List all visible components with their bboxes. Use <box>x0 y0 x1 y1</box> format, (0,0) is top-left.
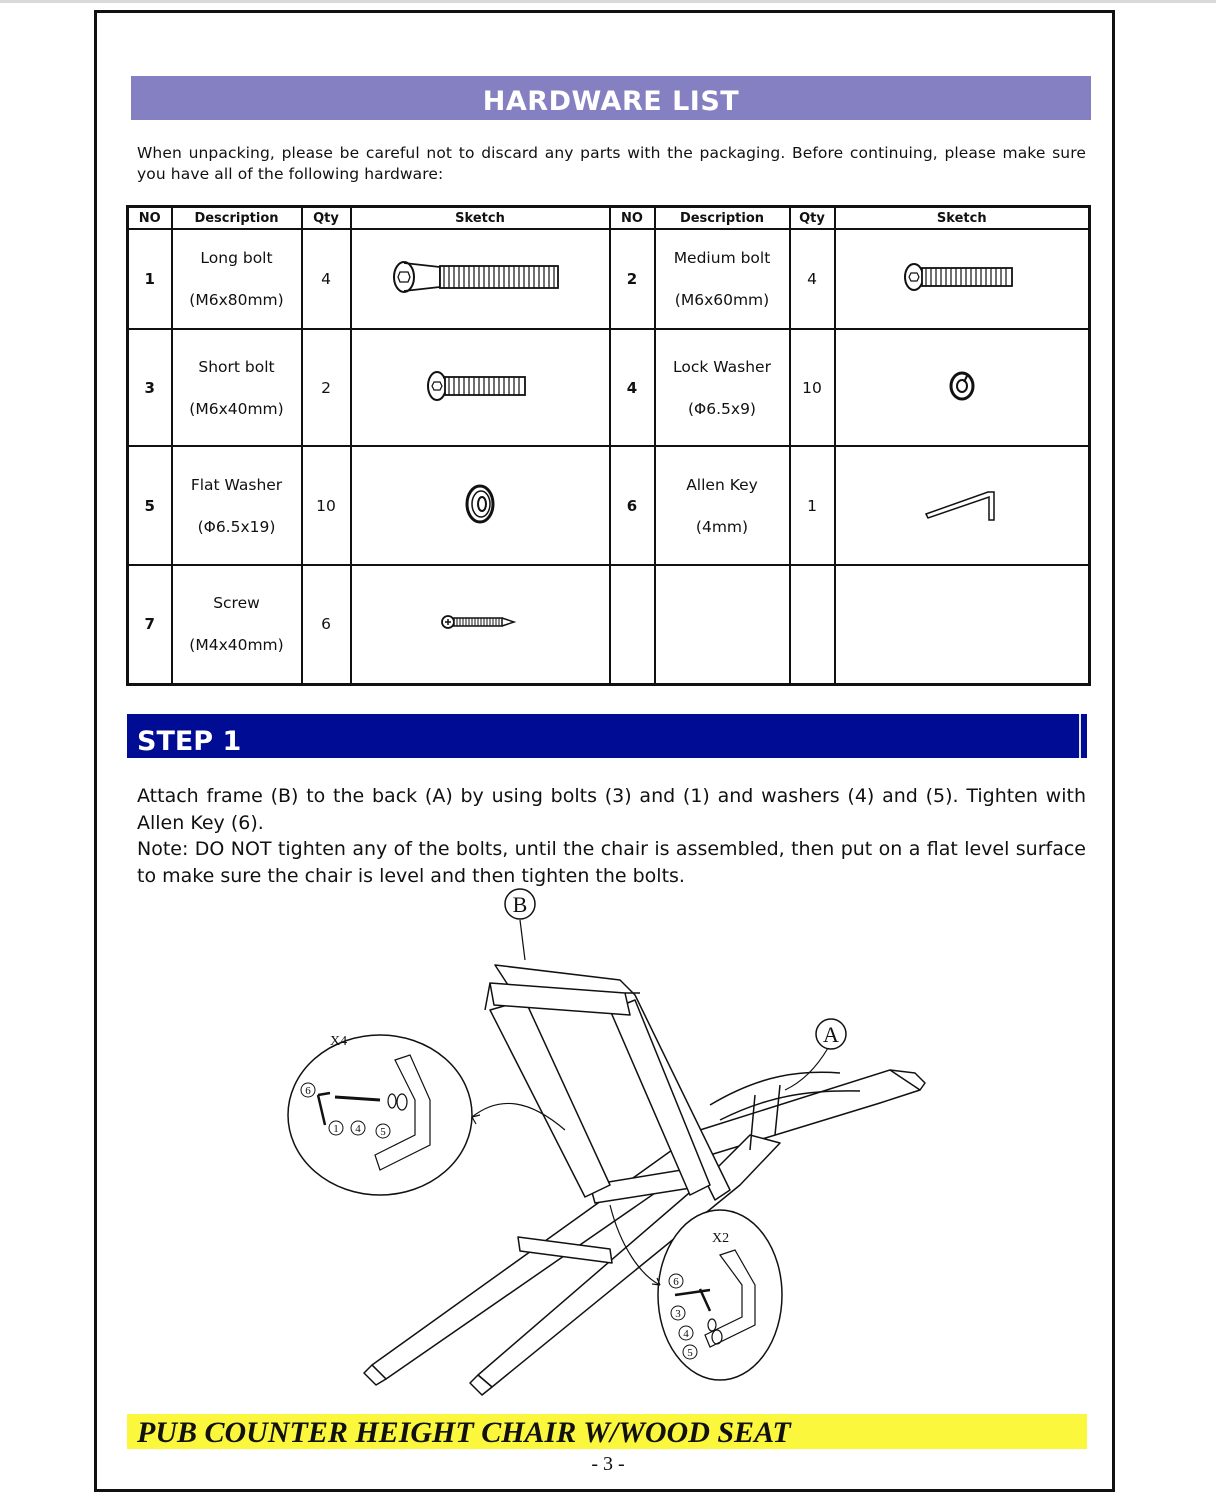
item-sketch <box>351 565 610 684</box>
empty-cell <box>835 565 1090 684</box>
item-number: 3 <box>128 329 172 446</box>
header-no: NO <box>128 207 172 230</box>
page-number: - 3 - <box>591 1453 625 1475</box>
hardware-list-title: HARDWARE LIST <box>131 76 1091 120</box>
table-row <box>128 446 1090 565</box>
item-name: Flat Washer <box>190 475 283 494</box>
item-qty: 2 <box>302 329 351 446</box>
part-4-label: 4 <box>683 1328 689 1340</box>
hardware-table-header <box>128 207 1090 230</box>
step-title-banner <box>127 714 1087 758</box>
item-name: Short bolt <box>198 357 275 376</box>
item-name: Screw <box>213 594 260 613</box>
item-sketch <box>835 329 1090 446</box>
part-4-label: 4 <box>355 1123 361 1135</box>
item-spec: (4mm) <box>695 517 749 536</box>
item-name: Allen Key <box>686 475 758 494</box>
table-row <box>128 565 1090 684</box>
header-description: Description <box>172 207 302 230</box>
part-5-label: 5 <box>687 1347 693 1359</box>
item-spec: (M6x80mm) <box>189 291 284 309</box>
item-description <box>172 329 302 446</box>
header-qty: Qty <box>790 207 835 230</box>
banner-edge <box>1079 714 1081 758</box>
long-bolt-icon <box>390 257 570 297</box>
item-spec: (M6x40mm) <box>189 399 284 418</box>
table-row <box>128 229 1090 329</box>
detail-right-count: X2 <box>712 1231 730 1246</box>
product-title: PUB COUNTER HEIGHT CHAIR W/WOOD SEAT <box>127 1414 1087 1449</box>
item-qty: 10 <box>302 446 351 565</box>
part-5-label: 5 <box>380 1126 386 1138</box>
item-description <box>655 446 790 565</box>
hardware-intro-text: When unpacking, please be careful not to discard any parts with the packaging. Before continuing, please make sure you have all of the following hardware: <box>137 144 1086 183</box>
item-number: 2 <box>610 229 655 329</box>
lock-washer-icon <box>944 368 980 404</box>
item-sketch <box>351 329 610 446</box>
item-number: 7 <box>128 565 172 684</box>
detail-circle-left <box>288 1035 472 1195</box>
header-qty: Qty <box>302 207 351 230</box>
header-no: NO <box>610 207 655 230</box>
header-sketch: Sketch <box>835 207 1090 230</box>
detail-left-count: X4 <box>330 1034 348 1049</box>
item-name: Medium bolt <box>673 249 771 267</box>
item-number: 5 <box>128 446 172 565</box>
short-bolt-icon <box>425 366 535 406</box>
item-sketch <box>351 446 610 565</box>
item-sketch <box>835 446 1090 565</box>
leader-a <box>785 1048 828 1090</box>
item-description <box>172 229 302 329</box>
empty-cell <box>790 565 835 684</box>
label-a: A <box>823 1022 839 1047</box>
label-b: B <box>512 892 528 917</box>
item-description <box>172 565 302 684</box>
item-spec: (M4x40mm) <box>189 636 284 655</box>
item-name: Lock Washer <box>673 357 771 376</box>
header-description: Description <box>655 207 790 230</box>
step-title: STEP 1 <box>137 726 242 757</box>
item-description <box>655 229 790 329</box>
hardware-table <box>126 205 1091 686</box>
item-description <box>172 446 302 565</box>
item-name: Long bolt <box>200 249 273 267</box>
medium-bolt-icon <box>902 259 1022 295</box>
top-edge-line <box>0 0 1216 3</box>
empty-cell <box>655 565 790 684</box>
allen-key-icon <box>922 484 1002 524</box>
item-number: 6 <box>610 446 655 565</box>
item-description <box>655 329 790 446</box>
step-note: Note: DO NOT tighten any of the bolts, until the chair is assembled, then put on a flat level surface to make sure the chair is level and then tighten the bolts. <box>137 838 1086 887</box>
step-text <box>137 783 1086 889</box>
part-1-label: 1 <box>333 1123 339 1135</box>
item-sketch <box>835 229 1090 329</box>
item-number: 4 <box>610 329 655 446</box>
flat-washer-icon <box>460 482 500 526</box>
header-sketch: Sketch <box>351 207 610 230</box>
part-6-label: 6 <box>305 1085 311 1097</box>
empty-cell <box>610 565 655 684</box>
item-qty: 1 <box>790 446 835 565</box>
item-qty: 6 <box>302 565 351 684</box>
item-qty: 4 <box>302 229 351 329</box>
assembly-diagram <box>280 885 940 1405</box>
table-row <box>128 329 1090 446</box>
part-3-label: 3 <box>675 1308 681 1320</box>
item-spec: (Φ6.5x19) <box>197 517 276 536</box>
step-instructions: Attach frame (B) to the back (A) by using bolts (3) and (1) and washers (4) and (5). Tighten with Allen Key (6). <box>137 785 1086 834</box>
item-qty: 10 <box>790 329 835 446</box>
item-sketch <box>351 229 610 329</box>
item-qty: 4 <box>790 229 835 329</box>
item-spec: (M6x60mm) <box>674 291 770 309</box>
item-number: 1 <box>128 229 172 329</box>
item-spec: (Φ6.5x9) <box>688 399 756 418</box>
screw-icon <box>440 610 520 634</box>
leader-b <box>520 920 525 960</box>
part-6-label: 6 <box>673 1276 679 1288</box>
